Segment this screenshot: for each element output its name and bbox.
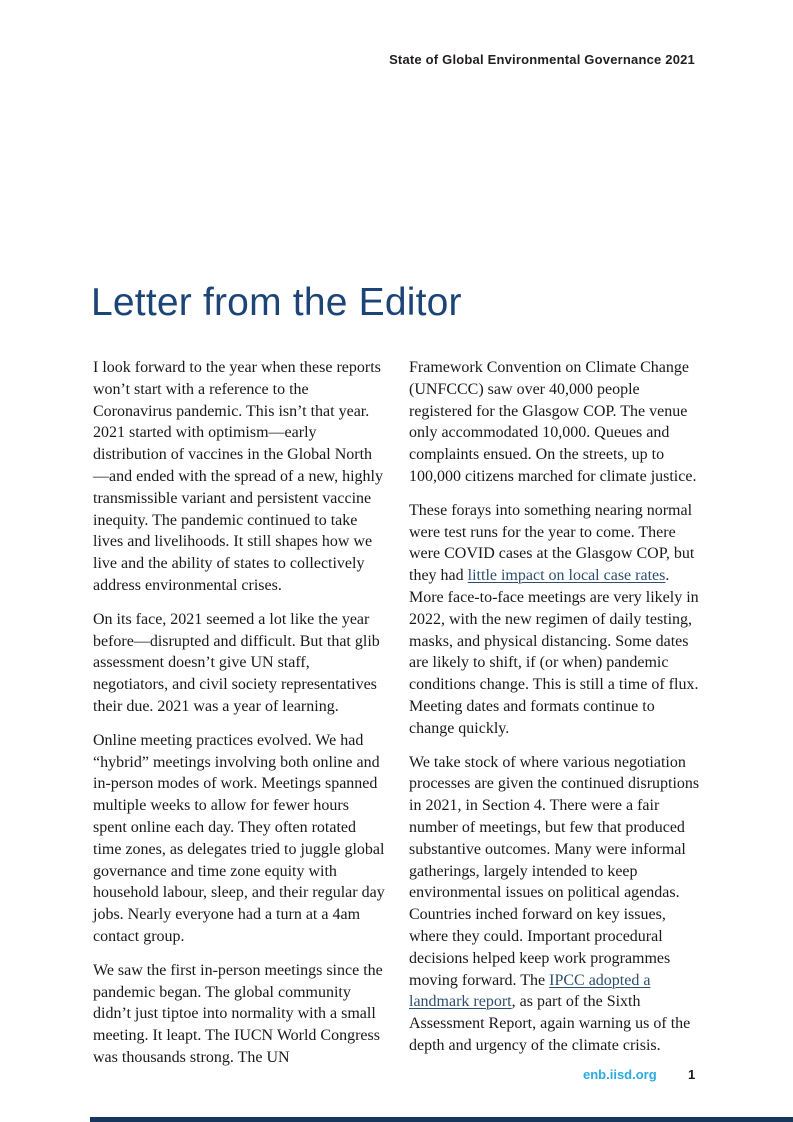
inline-link[interactable]: IPCC adopted a landmark report <box>409 971 651 1011</box>
right-column <box>409 357 701 1081</box>
paragraph <box>93 960 385 1069</box>
paragraph <box>409 357 701 488</box>
page-number: 1 <box>688 1067 696 1082</box>
footer-site-link[interactable]: enb.iisd.org <box>583 1067 657 1082</box>
page-title: Letter from the Editor <box>91 281 462 324</box>
text-segment: We take stock of where various negotiation processes are given the continued disruptions in 2021, in Section 4. There were a fair number of meetings, but few that produced substantive outcomes. Many were informal gatherings, largely intended to keep environmental issues on political agendas. Countries inched forward on key issues, where they could. Important procedural decisions helped keep work programmes moving forward. The <box>409 753 700 989</box>
text-segment: , as part of the Sixth Assessment Report, again warning us of the depth and urgency of the climate crisis. <box>409 993 691 1054</box>
paragraph <box>93 730 385 948</box>
text-segment: I look forward to the year when these reports won’t start with a reference to the Coronavirus pandemic. This isn’t that year. 2021 started with optimism—early distribution of vaccines in the Global North—and ended with the spread of a new, highly transmissible variant and persistent vaccine inequity. The pandemic continued to take lives and livelihoods. It still shapes how we live and the ability of states to collectively address environmental crises. <box>93 359 383 594</box>
text-segment: . More face-to-face meetings are very likely in 2022, with the new regimen of daily testing, masks, and physical distancing. Some dates are likely to shift, if (or when) pandemic conditions change. This is still a time of flux. Meeting dates and formats continue to change quickly. <box>409 567 699 737</box>
text-segment: Framework Convention on Climate Change (UNFCCC) saw over 40,000 people registered for the Glasgow COP. The venue only accommodated 10,000. Queues and complaints ensued. On the streets, up to 100,000 citizens marched for climate justice. <box>409 359 697 485</box>
text-segment: On its face, 2021 seemed a lot like the year before—disrupted and difficult. But that glib assessment doesn’t give UN staff, negotiators, and civil society representatives their due. 2021 was a year of learning. <box>93 610 380 715</box>
paragraph <box>409 752 701 1057</box>
report-title-header: State of Global Environmental Governance 2021 <box>389 52 695 67</box>
paragraph <box>93 609 385 718</box>
left-column <box>93 357 385 1081</box>
paragraph <box>93 357 385 597</box>
footer-accent-bar <box>90 1117 793 1122</box>
inline-link[interactable]: little impact on local case rates <box>467 567 666 585</box>
article-body <box>93 357 701 1081</box>
paragraph <box>409 500 701 740</box>
text-segment: We saw the first in-person meetings since the pandemic began. The global community didn’t just tiptoe into normality with a small meeting. It leapt. The IUCN World Congress was thousands strong. The UN <box>93 961 383 1066</box>
text-segment: Online meeting practices evolved. We had “hybrid” meetings involving both online and in-person modes of work. Meetings spanned multiple weeks to allow for fewer hours spent online each day. They often rotated time zones, as delegates tried to juggle global governance and time zone equity with household labour, sleep, and their regular day jobs. Nearly everyone had a turn at a 4am contact group. <box>93 731 385 945</box>
text-segment: These forays into something nearing normal were test runs for the year to come. There were COVID cases at the Glasgow COP, but they had <box>409 501 695 585</box>
